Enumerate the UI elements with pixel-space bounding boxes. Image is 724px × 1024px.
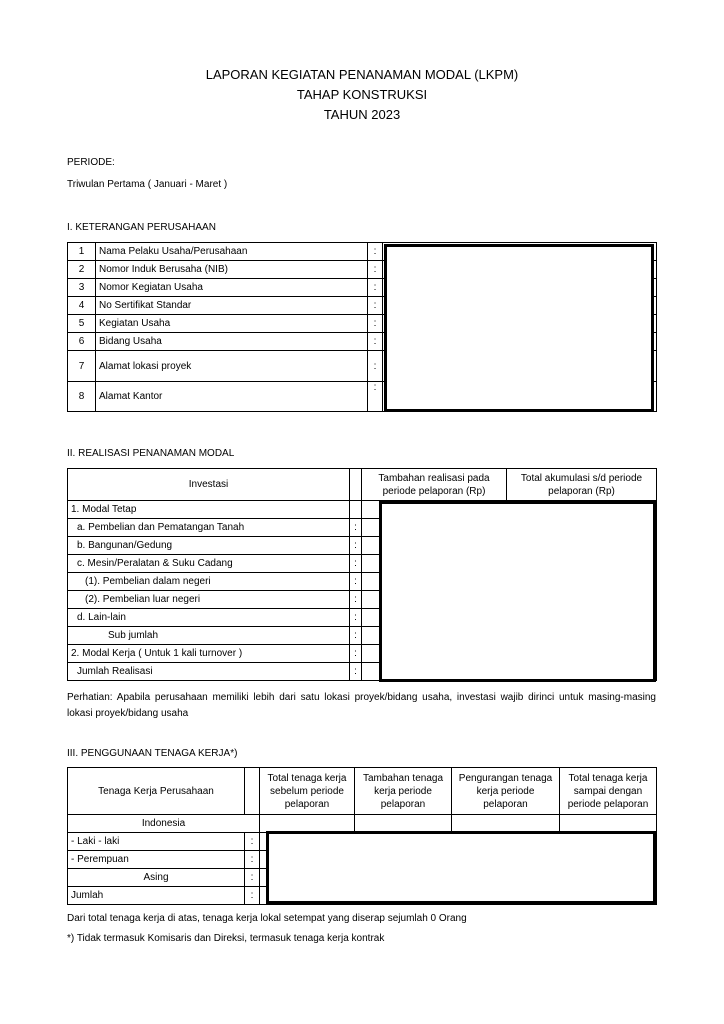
row-label-perempuan: - Perempuan bbox=[68, 851, 245, 869]
periode-label: PERIODE: bbox=[67, 157, 115, 168]
row-label: b. Bangunan/Gedung bbox=[68, 537, 350, 555]
header-tambahan: Tambahan realisasi pada periode pelaporan (Rp) bbox=[362, 469, 507, 501]
section1-title: I. KETERANGAN PERUSAHAAN bbox=[67, 222, 216, 233]
section3-note1: Dari total tenaga kerja di atas, tenaga kerja lokal setempat yang diserap sejumlah 0 Orang bbox=[67, 913, 467, 924]
row-number: 5 bbox=[68, 315, 96, 333]
row-number: 7 bbox=[68, 351, 96, 382]
row-label: a. Pembelian dan Pematangan Tanah bbox=[68, 519, 350, 537]
row-label: Bidang Usaha bbox=[96, 333, 368, 351]
header-spacer bbox=[350, 469, 362, 501]
value-cell bbox=[260, 815, 355, 833]
colon: : bbox=[368, 243, 383, 261]
report-title: LAPORAN KEGIATAN PENANAMAN MODAL (LKPM) bbox=[205, 67, 519, 82]
header-pengurangan: Pengurangan tenaga kerja periode pelaporan bbox=[452, 768, 560, 815]
colon: : bbox=[368, 261, 383, 279]
colon: : bbox=[368, 351, 383, 382]
report-subtitle: TAHAP KONSTRUKSI bbox=[296, 87, 428, 102]
colon: : bbox=[368, 315, 383, 333]
header-tenaga-kerja: Tenaga Kerja Perusahaan bbox=[68, 768, 245, 815]
colon: : bbox=[368, 382, 383, 412]
row-number: 8 bbox=[68, 382, 96, 412]
row-label: (1). Pembelian dalam negeri bbox=[68, 573, 350, 591]
row-label: d. Lain-lain bbox=[68, 609, 350, 627]
colon-cell bbox=[350, 501, 362, 519]
row-label: Alamat Kantor bbox=[96, 382, 368, 412]
row-number: 6 bbox=[68, 333, 96, 351]
colon: : bbox=[350, 537, 362, 555]
table-header-row bbox=[68, 768, 657, 815]
section2-note: Perhatian: Apabila perusahaan memiliki lebih dari satu lokasi proyek/bidang usaha, investasi wajib dirinci untuk masing-masing lokasi proyek/bidang usaha bbox=[67, 692, 656, 719]
header-investasi: Investasi bbox=[68, 469, 350, 501]
colon: : bbox=[350, 663, 362, 681]
colon: : bbox=[350, 627, 362, 645]
colon: : bbox=[350, 519, 362, 537]
periode-value: Triwulan Pertama ( Januari - Maret ) bbox=[67, 179, 228, 190]
colon: : bbox=[245, 887, 260, 905]
colon: : bbox=[245, 869, 260, 887]
row-label-asing: Asing bbox=[68, 869, 245, 887]
colon: : bbox=[350, 591, 362, 609]
colon: : bbox=[350, 609, 362, 627]
investment-value-box[interactable] bbox=[379, 501, 656, 682]
row-number: 2 bbox=[68, 261, 96, 279]
row-label: (2). Pembelian luar negeri bbox=[68, 591, 350, 609]
row-number: 4 bbox=[68, 297, 96, 315]
colon: : bbox=[368, 279, 383, 297]
header-spacer bbox=[245, 768, 260, 815]
section2-title: II. REALISASI PENANAMAN MODAL bbox=[67, 448, 235, 459]
colon: : bbox=[368, 297, 383, 315]
header-total: Total akumulasi s/d periode pelaporan (Rp) bbox=[507, 469, 657, 501]
header-total-sebelum: Total tenaga kerja sebelum periode pelaporan bbox=[260, 768, 355, 815]
row-label: Nama Pelaku Usaha/Perusahaan bbox=[96, 243, 368, 261]
table-header-row bbox=[68, 469, 657, 501]
report-year: TAHUN 2023 bbox=[323, 107, 401, 122]
row-label-jumlah: Jumlah bbox=[68, 887, 245, 905]
row-number: 1 bbox=[68, 243, 96, 261]
row-label: Nomor Induk Berusaha (NIB) bbox=[96, 261, 368, 279]
row-label-laki: - Laki - laki bbox=[68, 833, 245, 851]
workforce-value-box[interactable] bbox=[266, 831, 656, 904]
company-info-value-box[interactable] bbox=[384, 244, 654, 412]
value-cell bbox=[560, 815, 657, 833]
colon: : bbox=[350, 573, 362, 591]
section3-note2: *) Tidak termasuk Komisaris dan Direksi, termasuk tenaga kerja kontrak bbox=[67, 933, 385, 944]
row-label: Jumlah Realisasi bbox=[68, 663, 350, 681]
header-total-sampai: Total tenaga kerja sampai dengan periode pelaporan bbox=[560, 768, 657, 815]
row-label: Kegiatan Usaha bbox=[96, 315, 368, 333]
row-label: c. Mesin/Peralatan & Suku Cadang bbox=[68, 555, 350, 573]
row-label: Alamat lokasi proyek bbox=[96, 351, 368, 382]
row-label: Nomor Kegiatan Usaha bbox=[96, 279, 368, 297]
row-label: Sub jumlah bbox=[68, 627, 350, 645]
value-cell bbox=[355, 815, 452, 833]
row-label: 1. Modal Tetap bbox=[68, 501, 350, 519]
section3-title: III. PENGGUNAAN TENAGA KERJA*) bbox=[67, 748, 238, 759]
value-cell bbox=[452, 815, 560, 833]
colon: : bbox=[245, 851, 260, 869]
row-label-indonesia: Indonesia bbox=[68, 815, 260, 833]
row-label: No Sertifikat Standar bbox=[96, 297, 368, 315]
colon: : bbox=[350, 555, 362, 573]
table-row bbox=[68, 815, 657, 833]
colon: : bbox=[368, 333, 383, 351]
header-tambahan: Tambahan tenaga kerja periode pelaporan bbox=[355, 768, 452, 815]
row-number: 3 bbox=[68, 279, 96, 297]
colon: : bbox=[245, 833, 260, 851]
colon: : bbox=[350, 645, 362, 663]
row-label: 2. Modal Kerja ( Untuk 1 kali turnover ) bbox=[68, 645, 350, 663]
